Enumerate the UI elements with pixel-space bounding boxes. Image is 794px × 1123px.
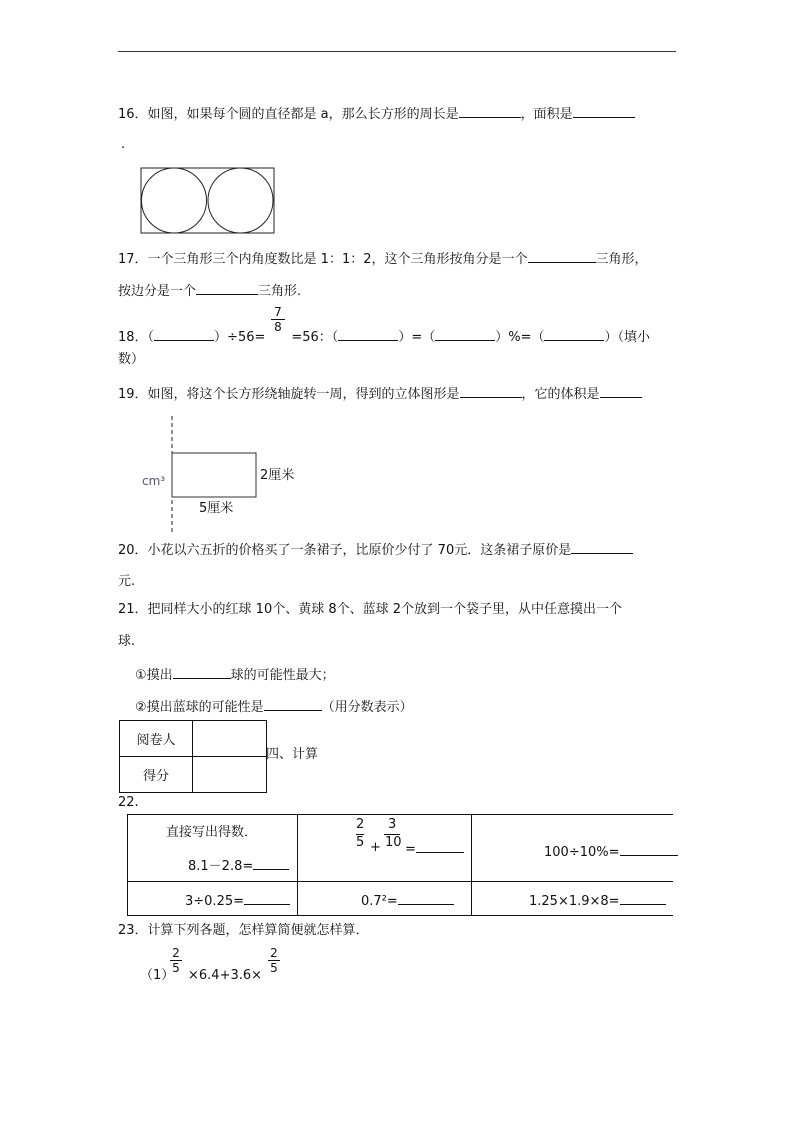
q18-text: 18．（ — [118, 330, 155, 345]
equals: = — [405, 842, 416, 857]
subquestion-1-expr: ×6.4+3.6× — [188, 968, 263, 983]
score-cell[interactable] — [193, 757, 267, 793]
q21-line2: 球. — [118, 634, 136, 649]
answer-blank[interactable] — [600, 385, 642, 398]
question-17-line2 — [118, 282, 301, 300]
question-19 — [118, 385, 642, 403]
denominator: 5 — [172, 961, 180, 975]
q19-mid: ，它的体积是 — [521, 387, 600, 402]
q18-text: ）=（ — [398, 330, 436, 345]
circles-rectangle-figure — [140, 167, 276, 235]
answer-blank[interactable] — [338, 328, 398, 341]
header-rule — [118, 51, 676, 52]
mental-math-table — [127, 814, 673, 916]
q18-text: ）÷56= — [214, 330, 266, 345]
question-22: 22. — [118, 795, 139, 810]
answer-blank[interactable] — [173, 666, 231, 679]
frac-den: 5 — [356, 835, 365, 850]
answer-blank[interactable] — [460, 385, 522, 398]
answer-blank[interactable] — [435, 328, 495, 341]
problem-1: 8.1－2.8= — [188, 859, 254, 874]
answer-blank[interactable] — [620, 843, 678, 856]
frac-num: 2 — [356, 817, 365, 832]
q18-text: ）%=（ — [495, 330, 545, 345]
q17-text: 17．一个三角形三个内角度数比是 1：1：2，这个三角形按角分是一个 — [118, 252, 528, 267]
denominator: 8 — [274, 320, 282, 334]
answer-blank[interactable] — [528, 250, 596, 263]
reviewer-cell[interactable] — [193, 721, 267, 757]
q21-sub2 — [135, 698, 413, 716]
q19-text: 19．如图，将这个长方形绕轴旋转一周，得到的立体图形是 — [118, 387, 460, 402]
question-16 — [118, 105, 635, 123]
q21-text: 21．把同样大小的红球 10个、黄球 8个、蓝球 2个放到一个袋子里，从中任意摸出一个 — [118, 602, 623, 617]
q21-sub1-b: 球的可能性最大； — [230, 668, 335, 683]
answer-blank[interactable] — [196, 282, 258, 295]
score-table — [119, 720, 267, 793]
answer-blank[interactable] — [264, 698, 322, 711]
numerator: 2 — [268, 946, 280, 961]
q20-text: 20．小花以六五折的价格买了一条裙子，比原价少付了 70元．这条裙子原价是 — [118, 543, 572, 558]
numerator: 7 — [271, 305, 285, 320]
answer-blank[interactable] — [398, 892, 454, 905]
section-title: 四、计算 — [266, 747, 319, 762]
q17-line2-end: 三角形. — [258, 284, 302, 299]
fraction-2-5 — [268, 946, 280, 975]
score-label: 得分 — [120, 757, 193, 793]
problem-5: 0.7²= — [361, 894, 398, 909]
answer-blank[interactable] — [544, 328, 604, 341]
q21-sub2-a: ②摸出蓝球的可能性是 — [135, 700, 264, 715]
q21-sub1-a: ①摸出 — [135, 668, 173, 683]
answer-blank[interactable] — [416, 840, 464, 853]
q18-text: =56：（ — [291, 330, 339, 345]
intro-text: 直接写出得数． — [166, 825, 258, 840]
answer-blank[interactable] — [253, 857, 289, 870]
answer-blank[interactable] — [154, 328, 214, 341]
q16-mid: ，面积是 — [520, 107, 573, 122]
problem-3: 100÷10%= — [544, 845, 620, 860]
answer-blank[interactable] — [244, 892, 290, 905]
q18-text: ）（填小 — [604, 330, 650, 345]
height-label: 2厘米 — [260, 468, 295, 483]
q16-text: 16．如图，如果每个圆的直径都是 a，那么长方形的周长是 — [118, 107, 459, 122]
question-23: 23．计算下列各题，怎样算简便就怎样算． — [118, 923, 369, 938]
problem-6: 1.25×1.9×8= — [529, 894, 620, 909]
numerator: 2 — [170, 946, 182, 961]
q16-end: . — [121, 137, 126, 152]
reviewer-label: 阅卷人 — [120, 721, 193, 757]
frac-num: 3 — [388, 817, 397, 832]
plus-sign: + — [370, 840, 381, 855]
answer-blank[interactable] — [620, 892, 666, 905]
problem-4: 3÷0.25= — [185, 894, 245, 909]
question-18 — [118, 328, 650, 346]
q17-text-end: 三角形， — [595, 252, 648, 267]
q21-sub2-b: （用分数表示） — [321, 700, 413, 715]
subquestion-1-label: （1） — [140, 968, 175, 983]
q20-line2: 元. — [118, 574, 136, 589]
answer-blank[interactable] — [571, 541, 633, 554]
width-label: 5厘米 — [199, 501, 234, 516]
q18-line2: 数） — [118, 352, 145, 367]
q21-sub1 — [135, 666, 335, 684]
volume-unit: cm³ — [142, 474, 166, 488]
question-20 — [118, 541, 633, 559]
frac-den: 10 — [385, 835, 402, 850]
denominator: 5 — [270, 961, 278, 975]
answer-blank[interactable] — [459, 105, 521, 118]
answer-blank[interactable] — [573, 105, 635, 118]
question-17 — [118, 250, 648, 268]
q17-line2: 按边分是一个 — [118, 284, 197, 299]
